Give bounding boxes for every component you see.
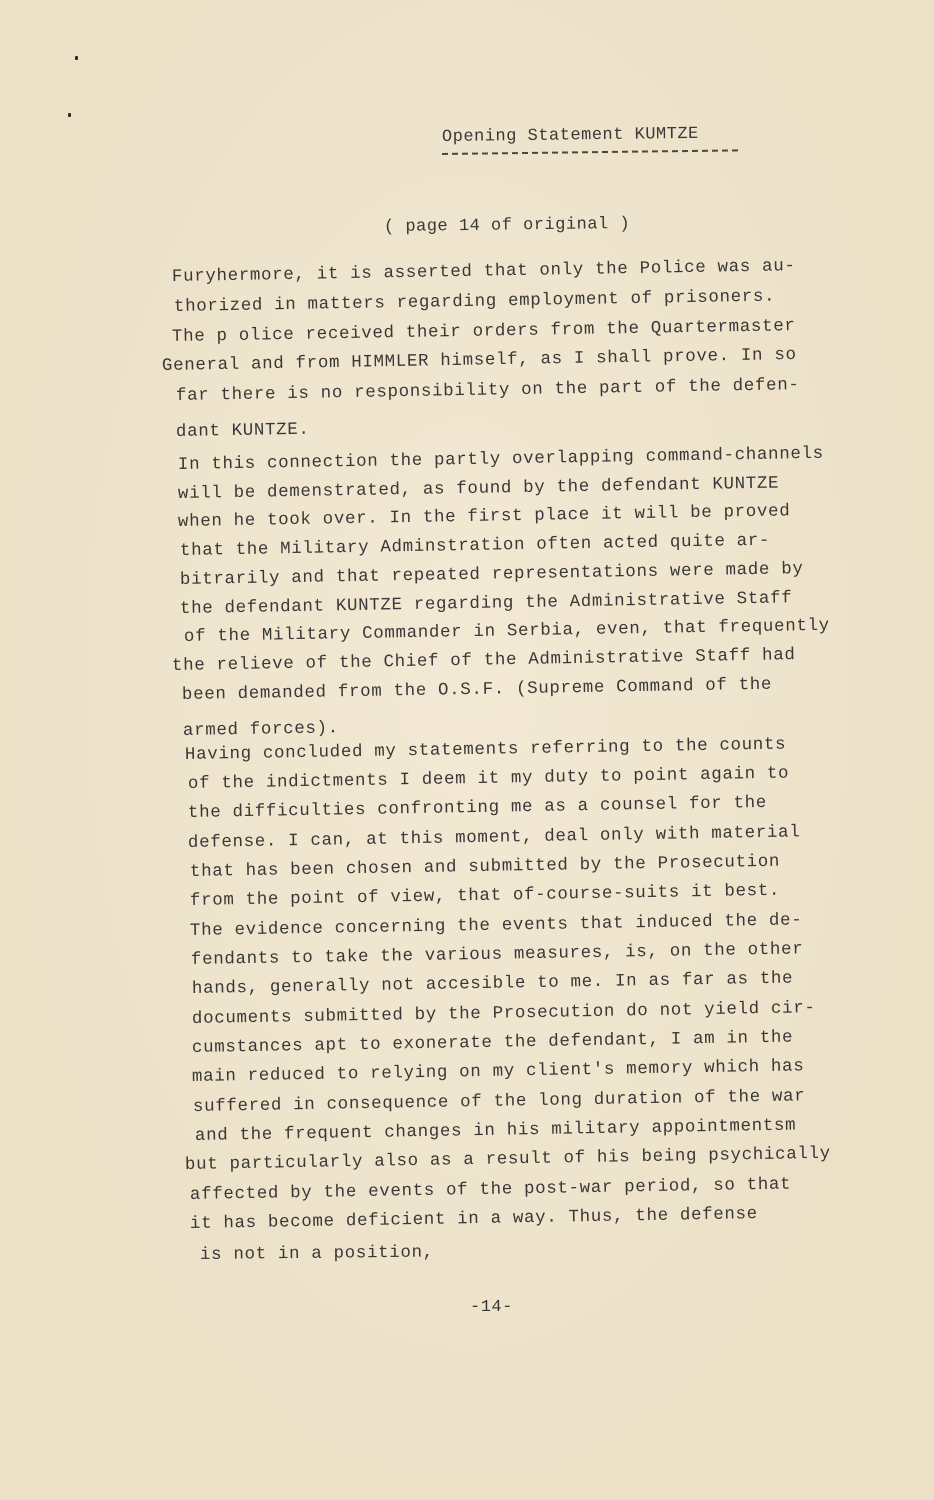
text-line: the defendant KUNTZE regarding the Administrative Staff [179,589,793,619]
text-line: will be demenstrated, as found by the defendant KUNTZE [177,474,780,504]
text-line: the relieve of the Chief of the Administrative Staff had [171,646,796,676]
text-line: when he took over. In the first place it will be proved [177,502,791,532]
text-line: of the indictments I deem it my duty to point again to [187,764,790,794]
text-line: armed forces). [182,719,340,741]
text-line: suffered in consequence of the long duration of the war [192,1087,806,1117]
ink-speck-2 [68,113,71,117]
text-line: Furyhermore, it is asserted that only the Police was au- [171,257,796,287]
text-line: from the point of view, that of-course-suits it best. [189,881,781,911]
text-line: General and from HIMMLER himself, as I shall prove. In so [161,345,797,376]
text-line: The p olice received their orders from the Quartermaster [171,317,796,347]
text-line: far there is no responsibility on the part of the defen- [175,376,800,406]
page-number: -14- [470,1298,513,1317]
text-line: documents submitted by the Prosecution do not yield cir- [191,999,816,1029]
text-line: main reduced to relying on my client's memory which has [191,1057,805,1087]
text-line: In this connection the partly overlapping command-channels [177,444,824,475]
text-line: the difficulties confronting me as a counsel for the [187,793,768,823]
text-line: that has been chosen and submitted by the Prosecution [189,852,781,882]
text-line: defense. I can, at this moment, deal only with material [187,823,801,853]
text-line: The evidence concerning the events that induced the de- [189,911,803,941]
text-line: hands, generally not accesible to me. In as far as the [191,969,794,999]
document-title: Opening Statement KUMTZE [441,124,699,147]
text-line: and the frequent changes in his military appointmentsm [194,1116,797,1146]
page-reference: ( page 14 of original ) [383,214,631,237]
text-line: been demanded from the O.S.F. (Supreme Command of the [181,675,773,705]
text-line: but particularly also as a result of his being psychically [184,1144,831,1175]
title-underline [442,149,738,155]
text-line: bitrarily and that repeated representations were made by [179,560,804,590]
text-line: cumstances apt to exonerate the defendant, I am in the [191,1028,794,1058]
text-line: it has become deficient in a way. Thus, the defense [189,1205,759,1234]
text-line: thorized in matters regarding employment of prisoners. [173,287,776,317]
text-line: dant KUNTZE. [175,420,310,442]
text-line: affected by the events of the post-war period, so that [189,1175,792,1205]
text-line: is not in a position, [199,1243,434,1265]
text-line: fendants to take the various measures, is, on the other [190,940,804,970]
ink-speck-1 [75,56,78,60]
text-line: that the Military Adminstration often acted quite ar- [179,531,771,561]
text-line: of the Military Commander in Serbia, even, that frequently [183,616,830,647]
text-line: Having concluded my statements referring to the counts [184,735,787,765]
